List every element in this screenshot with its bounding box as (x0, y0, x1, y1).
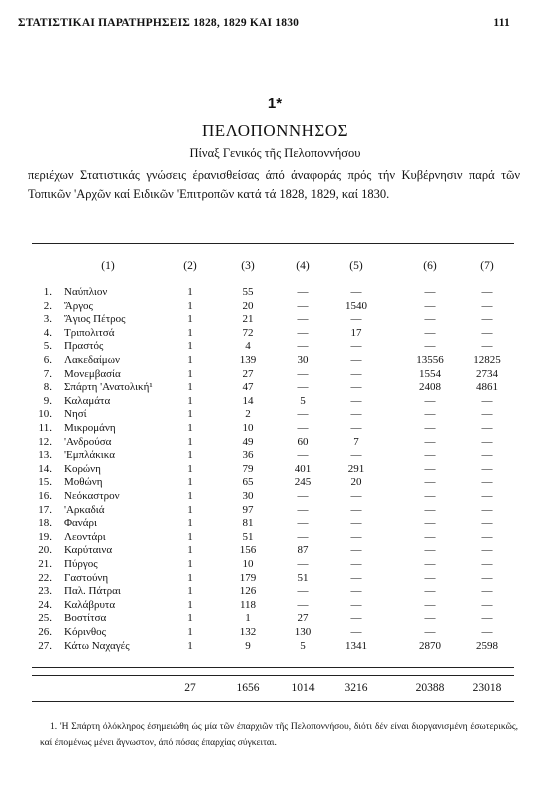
column-header-4: (4) (296, 260, 310, 272)
cell-c3: 1 (245, 612, 251, 625)
cell-c3: 132 (239, 626, 257, 638)
cell-c7: — (481, 544, 493, 557)
cell-num: 19. (38, 530, 52, 543)
table-row (0, 640, 550, 653)
cell-name: Μοθώνη (64, 476, 103, 489)
cell-name: 'Εμπλάκικα (64, 449, 115, 462)
cell-c3: 126 (239, 585, 257, 598)
cell-c2: 1 (187, 326, 193, 339)
cell-name: Μικρομάνη (64, 422, 116, 434)
cell-c4: — (297, 381, 309, 394)
cell-c4: 27 (297, 612, 309, 625)
cell-c4: — (297, 408, 309, 421)
cell-c2: 1 (187, 408, 193, 421)
cell-c5: 17 (350, 326, 362, 339)
cell-num: 27. (38, 639, 52, 652)
cell-c4: — (297, 517, 309, 530)
cell-c2: 1 (187, 340, 193, 353)
intro-paragraph: περιέχων Στατιστικάς γνώσεις έρανισθείσας άπό άναφοράς πρός τήν Κυβέρνησιν παρά τῶν Τοπικῶν 'Αρχῶν καί Ειδικῶν 'Επιτροπῶν κατά τά 1828, 1829, καί 1830. (28, 168, 520, 201)
cell-c3: 47 (242, 381, 254, 394)
cell-c2: 1 (187, 313, 193, 326)
cell-num: 2. (43, 299, 52, 312)
table-row (0, 313, 550, 326)
running-head (18, 17, 510, 33)
cell-c5: — (350, 517, 362, 530)
cell-c6: — (424, 517, 436, 530)
cell-c4: — (297, 313, 309, 326)
cell-c6: — (424, 558, 436, 570)
cell-c5: 1540 (345, 299, 367, 312)
column-header-3: (3) (241, 260, 255, 272)
cell-name: Πύργος (64, 558, 98, 570)
table-row (0, 463, 550, 476)
cell-c7: — (481, 558, 493, 570)
cell-c7: — (481, 394, 493, 407)
cell-c7: — (481, 571, 493, 584)
cell-c3: 27 (242, 367, 254, 380)
cell-c2: 1 (187, 571, 193, 584)
cell-c4: — (297, 558, 309, 570)
table-row (0, 504, 550, 517)
cell-num: 20. (38, 544, 52, 557)
cell-name: Τριπολιτσά (64, 326, 115, 339)
cell-c4: 87 (297, 544, 309, 557)
cell-num: 16. (38, 490, 52, 502)
table-row (0, 517, 550, 530)
cell-c4: — (297, 503, 309, 516)
cell-c5: — (350, 490, 362, 502)
cell-c5: — (350, 381, 362, 394)
cell-c4: — (297, 286, 309, 298)
cell-num: 13. (38, 449, 52, 462)
cell-num: 8. (43, 381, 52, 394)
cell-c4: 401 (294, 462, 312, 475)
running-head-title: ΣΤΑΤΙΣΤΙΚΑΙ ΠΑΡΑΤΗΡΗΣΕΙΣ 1828, 1829 ΚΑΙ 1830 (18, 17, 300, 29)
cell-c4: 130 (294, 626, 312, 638)
cell-c4: — (297, 598, 309, 611)
cell-c5: — (350, 612, 362, 625)
cell-name: Βοστίτσα (64, 612, 107, 625)
cell-name: Νησί (64, 408, 87, 421)
cell-name: Σπάρτη 'Ανατολική¹ (64, 381, 153, 394)
cell-name: Κάτω Ναχαγές (64, 639, 130, 652)
cell-c3: 156 (239, 544, 257, 557)
cell-c6: 13556 (416, 354, 444, 366)
cell-name: Κορώνη (64, 462, 101, 475)
cell-c6: — (424, 340, 436, 353)
cell-num: 11. (38, 422, 52, 434)
cell-c7: 2734 (476, 367, 498, 380)
cell-c7: — (481, 408, 493, 421)
table-row (0, 422, 550, 435)
cell-c3: 97 (242, 503, 254, 516)
cell-name: Φανάρι (64, 517, 97, 530)
cell-c7: — (481, 517, 493, 530)
cell-num: 10. (38, 408, 52, 421)
cell-c7: — (481, 585, 493, 598)
cell-c6: — (424, 626, 436, 638)
cell-c2: 1 (187, 558, 193, 570)
cell-c5: — (350, 394, 362, 407)
table-row (0, 449, 550, 462)
cell-c6: — (424, 449, 436, 462)
cell-num: 21. (38, 558, 52, 570)
cell-c4: 60 (297, 435, 309, 448)
table-row (0, 340, 550, 353)
cell-name: 'Ανδρούσα (64, 435, 112, 448)
cell-c5: — (350, 585, 362, 598)
table-row (0, 490, 550, 503)
cell-c3: 139 (239, 354, 257, 366)
cell-c4: — (297, 422, 309, 434)
cell-name: Κόρινθος (64, 626, 106, 638)
cell-c2: 1 (187, 286, 193, 298)
cell-c4: 30 (297, 354, 309, 366)
cell-c7: 12825 (473, 354, 501, 366)
table-row (0, 544, 550, 557)
cell-c2: 1 (187, 354, 193, 366)
cell-c2: 1 (187, 639, 193, 652)
cell-c5: — (350, 340, 362, 353)
table-row (0, 327, 550, 340)
cell-num: 5. (43, 340, 52, 353)
cell-c5: — (350, 367, 362, 380)
cell-c7: — (481, 598, 493, 611)
cell-c5: — (350, 598, 362, 611)
cell-c5: — (350, 286, 362, 298)
cell-c7: — (481, 503, 493, 516)
cell-c2: 1 (187, 422, 193, 434)
table-rule-lower (32, 675, 514, 676)
cell-c5: 7 (353, 435, 359, 448)
cell-c2: 1 (187, 585, 193, 598)
page-title: ΠΕΛΟΠΟΝΝΗΣΟΣ (201, 121, 349, 140)
cell-c7: — (481, 299, 493, 312)
cell-c2: 1 (187, 394, 193, 407)
cell-num: 12. (38, 435, 52, 448)
cell-c5: 20 (350, 476, 362, 489)
cell-name: Ναύπλιον (64, 286, 108, 298)
cell-c2: 1 (187, 598, 193, 611)
cell-num: 7. (43, 367, 52, 380)
cell-c2: 1 (187, 435, 193, 448)
cell-c4: — (297, 367, 309, 380)
cell-c3: 36 (242, 449, 254, 462)
cell-c7: — (481, 449, 493, 462)
cell-num: 1. (43, 286, 52, 298)
cell-num: 24. (38, 598, 52, 611)
table-row (0, 408, 550, 421)
cell-num: 14. (38, 462, 52, 475)
cell-c5: — (350, 313, 362, 326)
cell-name: Ἄγιος Πέτρος (64, 313, 126, 326)
cell-c7: — (481, 340, 493, 353)
cell-c5: — (350, 544, 362, 557)
total-col-6: 20388 (415, 682, 445, 694)
cell-c7: — (481, 612, 493, 625)
cell-c5: 1341 (345, 639, 367, 652)
cell-name: 'Αρκαδιά (64, 503, 105, 516)
cell-c2: 1 (187, 462, 193, 475)
cell-c3: 179 (239, 571, 257, 584)
table-row (0, 599, 550, 612)
cell-c5: — (350, 530, 362, 543)
cell-c3: 30 (242, 490, 254, 502)
cell-c7: — (481, 435, 493, 448)
cell-c4: — (297, 449, 309, 462)
table-row (0, 585, 550, 598)
table-row (0, 572, 550, 585)
table-row (0, 300, 550, 313)
cell-num: 22. (38, 571, 52, 584)
cell-c3: 49 (242, 435, 254, 448)
cell-c4: — (297, 340, 309, 353)
cell-c6: — (424, 313, 436, 326)
cell-c3: 79 (242, 462, 254, 475)
column-header-6: (6) (423, 260, 437, 272)
cell-num: 25. (38, 612, 52, 625)
cell-name: Ἄργος (64, 299, 93, 312)
cell-c6: — (424, 544, 436, 557)
cell-c4: 51 (297, 571, 309, 584)
cell-num: 18. (38, 517, 52, 530)
cell-c3: 14 (242, 394, 254, 407)
cell-c3: 21 (242, 313, 254, 326)
cell-c5: — (350, 503, 362, 516)
cell-c3: 51 (242, 530, 254, 543)
cell-name: Μονεμβασία (64, 367, 121, 380)
total-col-3: 1656 (236, 682, 260, 694)
cell-c2: 1 (187, 299, 193, 312)
table-bottom-rule (32, 701, 514, 702)
cell-c7: — (481, 462, 493, 475)
total-col-5: 3216 (344, 682, 368, 694)
cell-c7: — (481, 326, 493, 339)
cell-num: 17. (38, 503, 52, 516)
cell-c6: 2870 (419, 639, 441, 652)
cell-c4: — (297, 326, 309, 339)
cell-name: Παλ. Πάτραι (64, 585, 121, 598)
cell-c5: — (350, 558, 362, 570)
cell-c5: — (350, 571, 362, 584)
cell-c3: 118 (239, 598, 257, 611)
cell-c7: — (481, 626, 493, 638)
cell-c6: — (424, 299, 436, 312)
cell-c4: 5 (300, 394, 306, 407)
total-col-7: 23018 (472, 682, 502, 694)
cell-name: Λακεδαίμων (64, 354, 120, 366)
cell-c3: 10 (242, 422, 254, 434)
cell-c4: — (297, 585, 309, 598)
cell-c2: 1 (187, 530, 193, 543)
cell-c5: — (350, 354, 362, 366)
cell-c6: — (424, 408, 436, 421)
cell-num: 3. (43, 313, 52, 326)
cell-name: Γαστούνη (64, 571, 109, 584)
cell-num: 4. (43, 326, 52, 339)
cell-c6: — (424, 476, 436, 489)
table-number: 1* (267, 95, 283, 112)
cell-name: Καλάβρυτα (64, 598, 116, 611)
table-rule-upper (32, 667, 514, 668)
cell-c2: 1 (187, 517, 193, 530)
cell-c2: 1 (187, 626, 193, 638)
cell-c3: 10 (242, 558, 254, 570)
footnote: 1. 'Η Σπάρτη όλόκληρος έσημειώθη ώς μία τῶν έπαρχιῶν τῆς Πελοποννήσου, διότι δέν είναι διοργανισμένη έσωτερικῶς, καί έπομένως μένει ἄγνωστον, άπό πόσας έπαρχίας σύγκειται. (40, 722, 518, 748)
cell-c3: 20 (242, 299, 254, 312)
cell-c6: — (424, 435, 436, 448)
cell-c7: — (481, 530, 493, 543)
cell-num: 6. (43, 354, 52, 366)
cell-c4: — (297, 530, 309, 543)
table-row (0, 436, 550, 449)
table-row (0, 558, 550, 571)
cell-c3: 65 (242, 476, 254, 489)
cell-c5: 291 (347, 462, 365, 475)
cell-num: 26. (38, 626, 52, 638)
cell-c2: 1 (187, 476, 193, 489)
cell-name: Πραστός (64, 340, 104, 353)
cell-c7: 4861 (476, 381, 498, 394)
cell-c3: 81 (242, 517, 254, 530)
cell-c6: — (424, 571, 436, 584)
cell-c3: 9 (245, 639, 251, 652)
cell-c4: 5 (300, 639, 306, 652)
cell-num: 15. (38, 476, 52, 489)
table-row (0, 286, 550, 299)
cell-c6: — (424, 394, 436, 407)
cell-c2: 1 (187, 449, 193, 462)
cell-c6: — (424, 503, 436, 516)
column-header-7: (7) (480, 260, 494, 272)
cell-c7: — (481, 476, 493, 489)
column-header-1: (1) (101, 260, 115, 272)
cell-num: 23. (38, 585, 52, 598)
cell-c6: — (424, 598, 436, 611)
cell-c4: — (297, 299, 309, 312)
cell-c2: 1 (187, 612, 193, 625)
cell-c6: 1554 (419, 367, 441, 380)
table-top-rule (32, 243, 514, 244)
cell-c6: — (424, 530, 436, 543)
cell-c6: — (424, 585, 436, 598)
cell-c3: 55 (242, 286, 254, 298)
cell-c5: — (350, 408, 362, 421)
cell-c4: — (297, 490, 309, 502)
cell-c7: — (481, 490, 493, 502)
cell-name: Νεόκαστρον (64, 490, 120, 502)
cell-c6: — (424, 422, 436, 434)
column-header-2: (2) (183, 260, 197, 272)
table-row (0, 626, 550, 639)
cell-c5: — (350, 626, 362, 638)
cell-c7: — (481, 286, 493, 298)
cell-c2: 1 (187, 544, 193, 557)
cell-c6: — (424, 326, 436, 339)
cell-c5: — (350, 422, 362, 434)
table-row (0, 381, 550, 394)
total-col-4: 1014 (291, 682, 315, 694)
cell-name: Καλαμάτα (64, 394, 111, 407)
cell-c3: 4 (245, 340, 251, 353)
cell-c6: — (424, 612, 436, 625)
cell-c3: 2 (245, 408, 251, 421)
cell-c5: — (350, 449, 362, 462)
table-row (0, 612, 550, 625)
cell-c2: 1 (187, 503, 193, 516)
cell-name: Καρύταινα (64, 544, 113, 557)
cell-c2: 1 (187, 490, 193, 502)
cell-name: Λεοντάρι (64, 530, 106, 543)
total-col-2: 27 (184, 682, 196, 694)
cell-num: 9. (43, 394, 52, 407)
cell-c7: — (481, 422, 493, 434)
cell-c7: — (481, 313, 493, 326)
table-row (0, 476, 550, 489)
table-row (0, 531, 550, 544)
subtitle: Πίναξ Γενικός τῆς Πελοποννήσου (189, 146, 361, 160)
cell-c3: 72 (242, 326, 254, 339)
table-row (0, 395, 550, 408)
cell-c6: 2408 (419, 381, 441, 394)
column-header-5: (5) (349, 260, 363, 272)
cell-c6: — (424, 286, 436, 298)
table-row (0, 354, 550, 367)
cell-c2: 1 (187, 381, 193, 394)
cell-c2: 1 (187, 367, 193, 380)
cell-c7: 2598 (476, 639, 498, 652)
table-row (0, 368, 550, 381)
cell-c6: — (424, 490, 436, 502)
cell-c4: 245 (294, 476, 312, 489)
page-number: 111 (493, 17, 510, 29)
cell-c6: — (424, 462, 436, 475)
